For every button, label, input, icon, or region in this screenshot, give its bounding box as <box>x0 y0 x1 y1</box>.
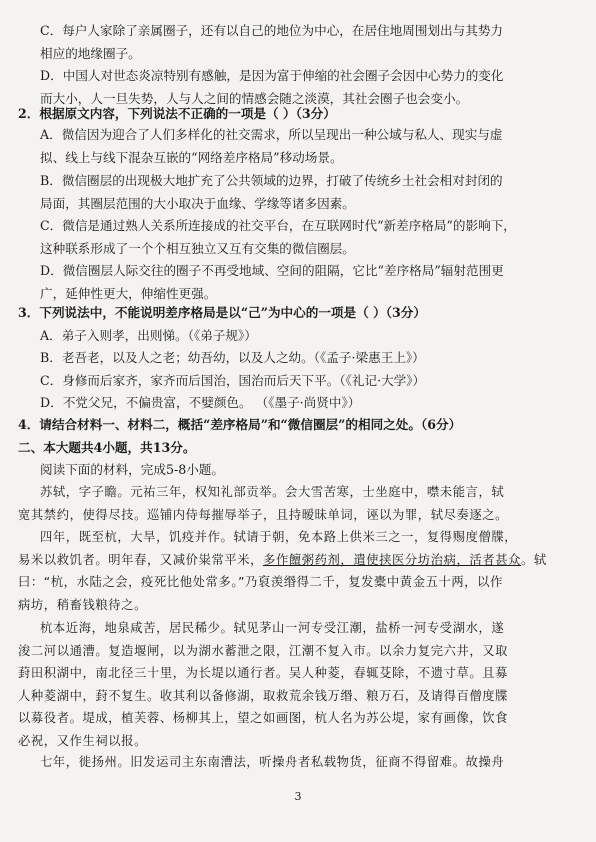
q4-text: 4．请结合材料一、材料二，概括“差序格局”和“微信圈层”的相同之处。（6分） <box>18 417 462 432</box>
q2-b-line1: B．微信圈层的出现极大地扩充了公共领域的边界，打破了传统乡土社会相对封闭的 <box>40 173 503 188</box>
q1-c-line1: C．每户人家除了亲属圈子，还有以自己的地位为中心，在居住地周围划出与其势力 <box>40 23 504 38</box>
passage-paragraph-4 <box>18 752 576 773</box>
q3-option-d: D．不党父兄，不偏贵富，不嬖颜色。 （《墨子·尚贤中》） <box>40 395 361 410</box>
q2-c-line2: 这种联系形成了一个个相互独立又互有交集的微信圈层。 <box>40 240 355 256</box>
q3-option-a: A．弟子入则孝，出则悌。（《弟子规》） <box>40 327 257 343</box>
q1-d-line2: 而大小，人一旦失势，人与人之间的情感会随之淡漠，其社会圈子也会变小。 <box>40 90 469 106</box>
q3-option-c: C．身修而后家齐，家齐而后国治，国治而后天下平。（《礼记·大学》） <box>40 372 426 388</box>
passage-paragraph-1 <box>18 481 576 526</box>
q2-option-b <box>18 170 576 215</box>
q2-c-line1: C．微信是通过熟人关系所连接成的社交平台，在互联网时代“新差序格局”的影响下， <box>40 218 516 233</box>
q2-d-line1: D．微信圈层人际交往的圈子不再受地域、空间的阻隔，它比“差序格局”辐射范围更 <box>40 263 504 278</box>
passage-line: 曰：“杭，水陆之会，疫死比他处常多。”乃裒羡缗得二千，复发橐中黄金五十两，以作 <box>18 575 503 589</box>
q2-option-c <box>18 215 576 260</box>
q2-stem <box>18 103 576 126</box>
q2-a-line1: A．微信因为迎合了人们多样化的社交需求，所以呈现出一种公域与私人、现实与虚 <box>40 127 503 142</box>
page-number: 3 <box>294 790 302 803</box>
passage-line-underlined <box>18 549 576 572</box>
passage-paragraph-2 <box>18 526 576 616</box>
passage-line-tail: 。轼 <box>521 552 547 567</box>
q4-and-section <box>18 414 576 482</box>
q3 <box>18 302 576 415</box>
q2-d-line2: 广，延伸性更大，伸缩性更强。 <box>40 285 217 301</box>
q1-c-line2: 相应的地缘圈子。 <box>40 45 141 61</box>
q2-a-line2: 拟、线上与线下混杂互嵌的“网络差序格局”移动场景。 <box>40 149 343 165</box>
passage-line: 人种菱湖中，葑不复生。收其利以备修湖，取救荒余钱万缗、粮万石，及请得百僧度牒 <box>18 688 509 703</box>
reading-instructions: 阅读下面的材料，完成5-8小题。 <box>40 462 224 477</box>
underlined-sentence: 多作饘粥药剂，遣使挟医分坊治病，活者甚众 <box>263 552 521 567</box>
passage-line: 浚二河以通漕。复造堰闸，以为湖水蓄泄之限，江潮不复入市。以余力复完六井，又取 <box>18 643 509 658</box>
passage-line: 以募役者。堤成，植芙蓉、杨柳其上，望之如画图，杭人名为苏公堤，家有画像，饮食 <box>18 711 509 725</box>
passage-line: 葑田积湖中，南北径三十里，为长堤以通行者。吴人种菱，春辄芟除，不遗寸草。且募 <box>18 666 509 680</box>
passage-paragraph-3 <box>18 617 576 752</box>
q2-stem-text: 2．根据原文内容，下列说法不正确的一项是（ ）（3分） <box>18 106 336 121</box>
q2-b-line2: 局面，其圈层范围的大小取决于血缘、学缘等诸多因素。 <box>40 195 355 211</box>
passage-line: 七年，徙扬州。旧发运司主东南漕法，听操舟者私载物货，征商不得留难。故操舟 <box>40 755 505 769</box>
passage-line: 必祝，又作生祠以报。 <box>18 733 147 748</box>
q2-option-d <box>18 260 576 305</box>
q3-stem: 3．下列说法中，不能说明差序格局是以“己”为中心的一项是（ ）（3分） <box>18 305 426 320</box>
section-2-header: 二、本大题共4小题，共13分。 <box>18 439 196 455</box>
passage-line: 四年，既至杭，大旱，饥疫并作。轼请于朝，免本路上供米三之一，复得赐度僧牒， <box>40 530 518 544</box>
passage-line: 苏轼，字子瞻。元祐三年，权知礼部贡举。会大雪苦寒，士坐庭中，噤未能言，轼 <box>40 485 505 499</box>
passage-line: 杭本近海，地泉咸苦，居民稀少。轼见茅山一河专受江潮，盐桥一河专受湖水，遂 <box>40 621 505 635</box>
q1-d-line1: D．中国人对世态炎凉特别有感触，是因为富于伸缩的社会圈子会因中心势力的变化 <box>40 68 504 83</box>
passage-line-head: 易米以救饥者。明年春，又减价粜常平米， <box>18 552 264 567</box>
q1-option-c <box>18 20 576 65</box>
passage-line: 宽其禁约，使得尽技。巡铺内侍每摧辱举子，且持暧昧单词，诬以为罪，轼尽奏逐之。 <box>18 507 509 522</box>
q3-option-b: B．老吾老，以及人之老；幼吾幼，以及人之幼。（《孟子·梁惠王上》） <box>40 350 425 365</box>
q2-option-a <box>18 124 576 169</box>
passage-line: 病坊，稍畜钱粮待之。 <box>18 597 147 612</box>
